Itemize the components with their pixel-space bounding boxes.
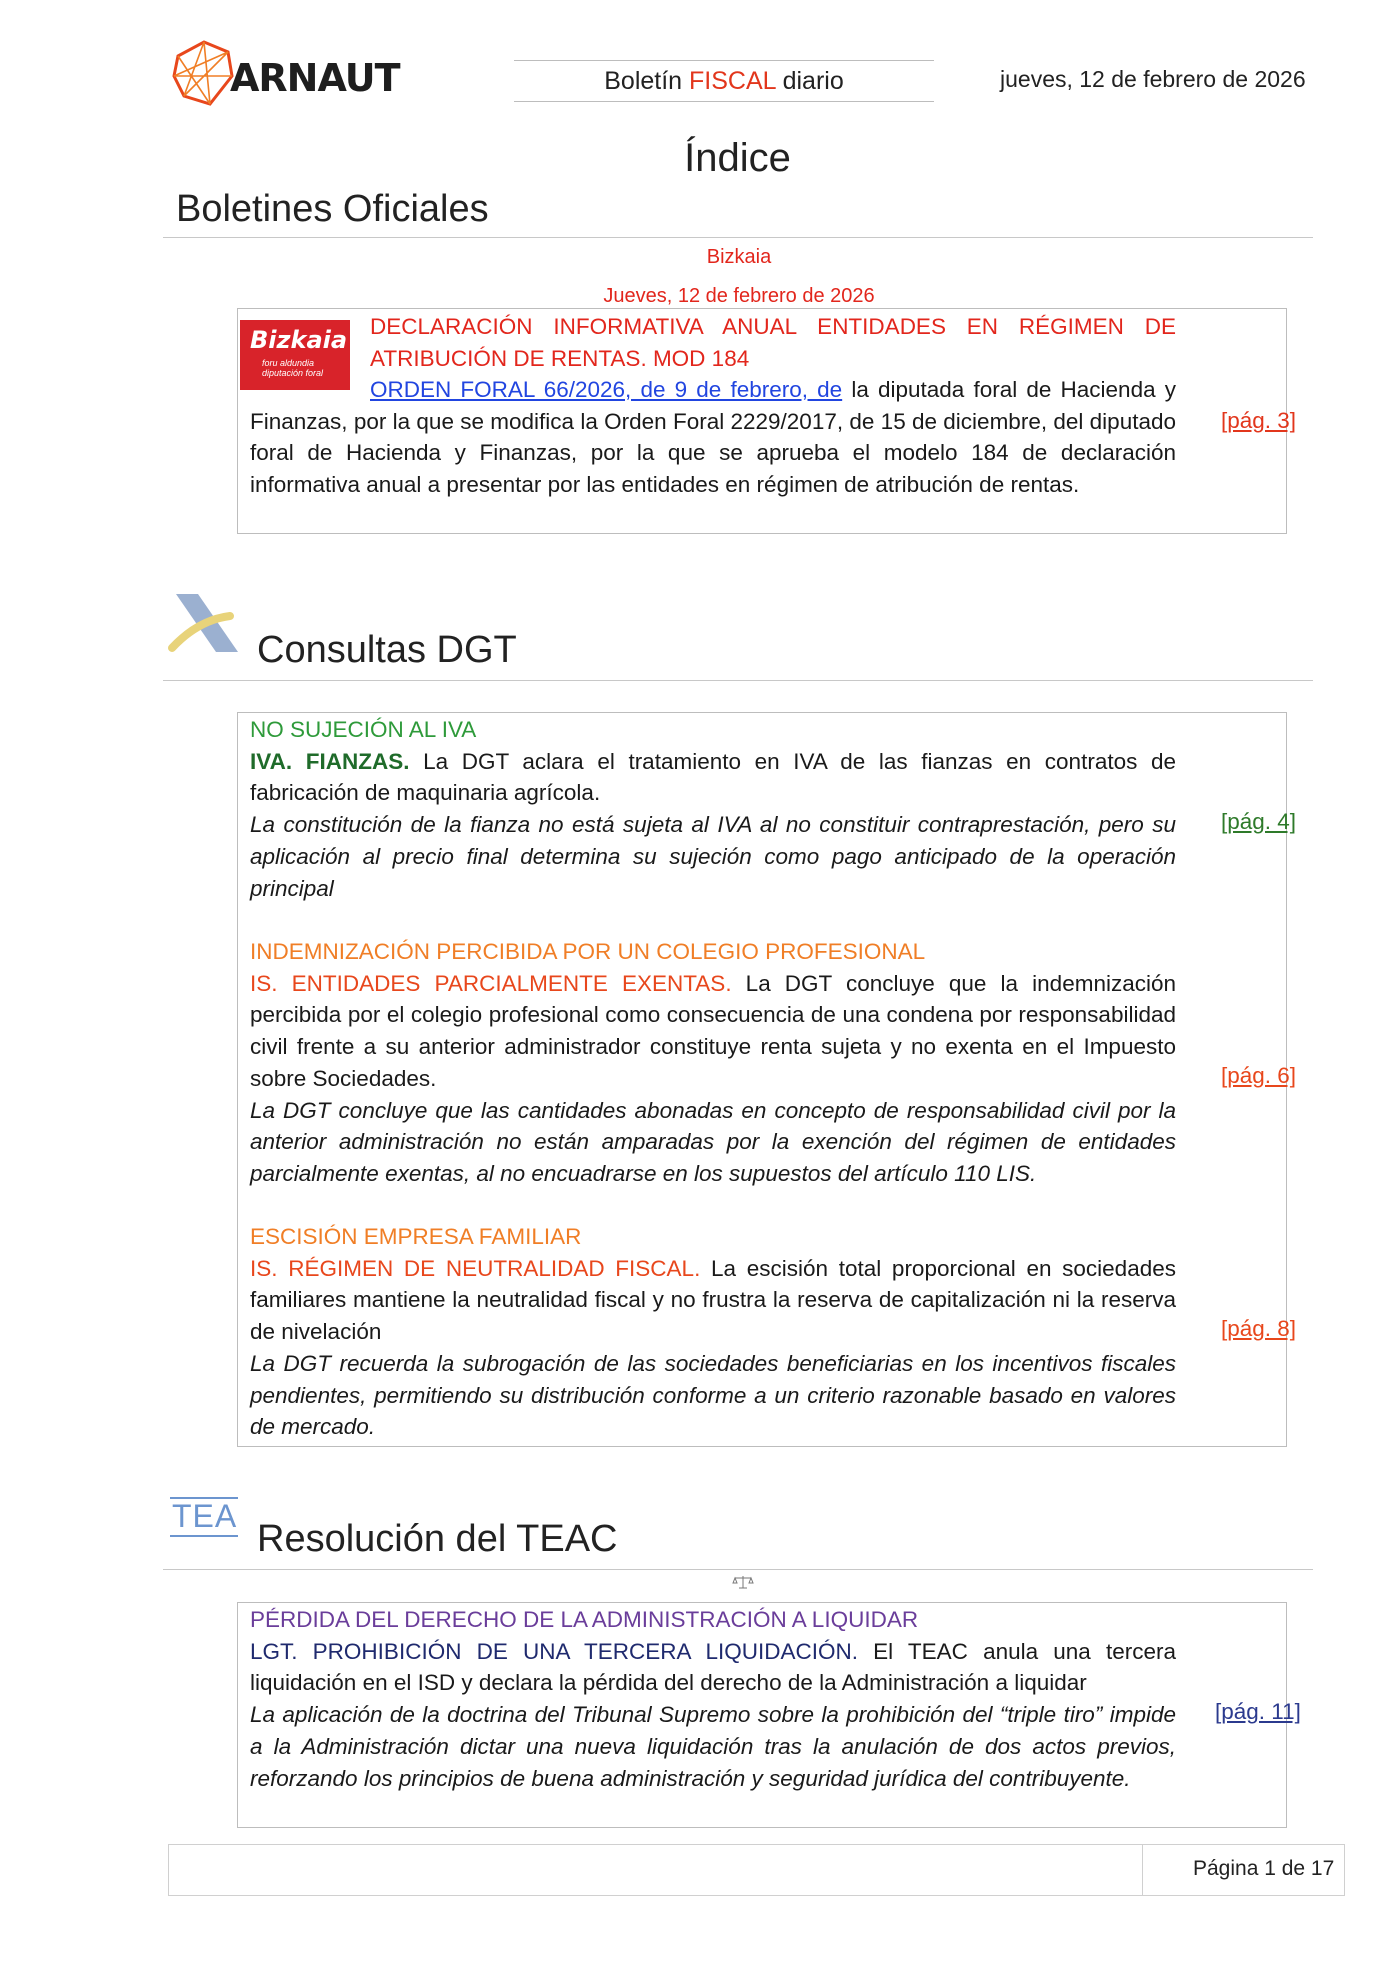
teac-logo [168, 1494, 240, 1540]
page-ref-4[interactable]: [pág. 4] [1221, 809, 1297, 834]
arnaut-logo [170, 38, 400, 114]
page-ref-11[interactable]: [pág. 11] [1215, 1699, 1301, 1724]
bizkaia-logo-name: Bizkaia [250, 326, 348, 354]
teac-logo-text: TEA [172, 1498, 238, 1534]
dgt-entry-2-category: INDEMNIZACIÓN PERCIBIDA POR UN COLEGIO PROFESIONAL [250, 939, 926, 964]
dgt-entry-2-lead: IS. ENTIDADES PARCIALMENTE EXENTAS. [250, 970, 732, 996]
divider [163, 237, 1313, 238]
dgt-entry-1 [250, 714, 1176, 904]
dgt-entry-1-lead: IVA. FIANZAS. [250, 748, 410, 774]
dgt-entry-1-body: La DGT aclara el tratamiento en IVA de las fianzas en contratos de fabricación de maquinaria agrícola. [250, 748, 1176, 806]
dgt-entry-1-category: NO SUJECIÓN AL IVA [250, 717, 477, 742]
boletin-heading [370, 311, 1176, 374]
dgt-entry-3-lead: IS. RÉGIMEN DE NEUTRALIDAD FISCAL. [250, 1255, 701, 1281]
teac-entry-lead: LGT. PROHIBICIÓN DE UNA TERCERA LIQUIDACIÓN. [250, 1638, 858, 1664]
orden-foral-link[interactable]: ORDEN FORAL 66/2026, de 9 de febrero, de [370, 377, 843, 402]
bulletin-title [514, 60, 934, 102]
teac-entry-category: PÉRDIDA DEL DERECHO DE LA ADMINISTRACIÓN A LIQUIDAR [250, 1607, 919, 1632]
dgt-entry-2-body: La DGT concluye que la indemnización percibida por el colegio profesional como consecuencia de una condena por responsabilidad civil frente a su anterior administrador constituye renta sujeta y no exenta en el Impuesto sobre Sociedades. [250, 970, 1177, 1091]
page-footer [168, 1844, 1345, 1896]
header-date: jueves, 12 de febrero de 2026 [1000, 66, 1306, 92]
dgt-entry-3-body: La escisión total proporcional en sociedades familiares mantiene la neutralidad fiscal y no frustra la reserva de capitalización ni la reserva de nivelación [250, 1255, 1176, 1345]
page-number: Página 1 de 17 [1193, 1857, 1335, 1880]
section-title-boletines: Boletines Oficiales [176, 188, 489, 230]
region-label: Bizkaia [706, 246, 772, 268]
boletin-heading-text: DECLARACIÓN INFORMATIVA ANUAL ENTIDADES EN RÉGIMEN DE ATRIBUCIÓN DE RENTAS. MOD 184 [370, 314, 1176, 371]
bulletin-title-post: diario [775, 67, 844, 95]
region-date: Jueves, 12 de febrero de 2026 [603, 285, 875, 307]
divider [163, 1569, 1313, 1570]
scales-icon [732, 1574, 754, 1590]
section-title-dgt: Consultas DGT [257, 629, 517, 671]
divider [163, 680, 1313, 681]
page-ref-8[interactable]: [pág. 8] [1221, 1316, 1297, 1341]
dgt-entry-2 [250, 936, 1176, 1190]
bulletin-title-pre: Boletín [604, 67, 690, 95]
arnaut-logo-mark-icon [170, 38, 236, 114]
index-title: Índice [684, 136, 791, 180]
dgt-entry-3-summary: La DGT recuerda la subrogación de las sociedades beneficiarias en los incentivos fiscales pendientes, permitiendo su distribución conforme a un criterio razonable basado en valores de mercado. [250, 1350, 1176, 1440]
footer-separator [1142, 1845, 1143, 1895]
boletin-body-text: la diputada foral de Hacienda y Finanzas, por la que se modifica la Orden Foral 2229/2017, de 15 de diciembre, del diputado foral de Hacienda y Finanzas, por la que se aprueba el modelo 184 de declaración informativa anual a presentar por las entidades en régimen de atribución de rentas. [250, 377, 1176, 498]
agencia-tributaria-logo-icon [168, 590, 248, 662]
dgt-entry-1-summary: La constitución de la fianza no está sujeta al IVA al no constituir contraprestación, pero su aplicación al precio final determina su sujeción como pago anticipado de la operación principal [250, 812, 1176, 901]
teac-entry [250, 1604, 1176, 1794]
page-ref-3[interactable]: [pág. 3] [1221, 408, 1297, 433]
dgt-entry-3 [250, 1221, 1176, 1443]
teac-entry-summary: La aplicación de la doctrina del Tribunal Supremo sobre la prohibición del “triple tiro” impide a la Administración dictar una nueva liquidación tras la anulación de dos actos previos, reforzando los principios de buena administración y seguridad jurídica del contribuyente. [250, 1702, 1176, 1791]
brand-name: ARNAUT [230, 56, 400, 100]
dgt-entry-2-summary: La DGT concluye que las cantidades abonadas en concepto de responsabilidad civil por la anterior administración no están amparadas por la exención del régimen de entidades parcialmente exentas, al no encuadrarse en los supuestos del artículo 110 LIS. [250, 1097, 1176, 1186]
bizkaia-logo-sub2: diputación foral [262, 368, 324, 378]
teac-entry-body: El TEAC anula una tercera liquidación en el ISD y declara la pérdida del derecho de la Administración a liquidar [250, 1638, 1176, 1696]
boletin-body [250, 374, 1176, 501]
dgt-entry-3-category: ESCISIÓN EMPRESA FAMILIAR [250, 1224, 582, 1249]
bulletin-title-accent: FISCAL [689, 67, 776, 95]
page-ref-6[interactable]: [pág. 6] [1221, 1063, 1297, 1088]
section-title-teac: Resolución del TEAC [257, 1518, 618, 1560]
bizkaia-logo-sub1: foru aldundia [262, 358, 315, 368]
